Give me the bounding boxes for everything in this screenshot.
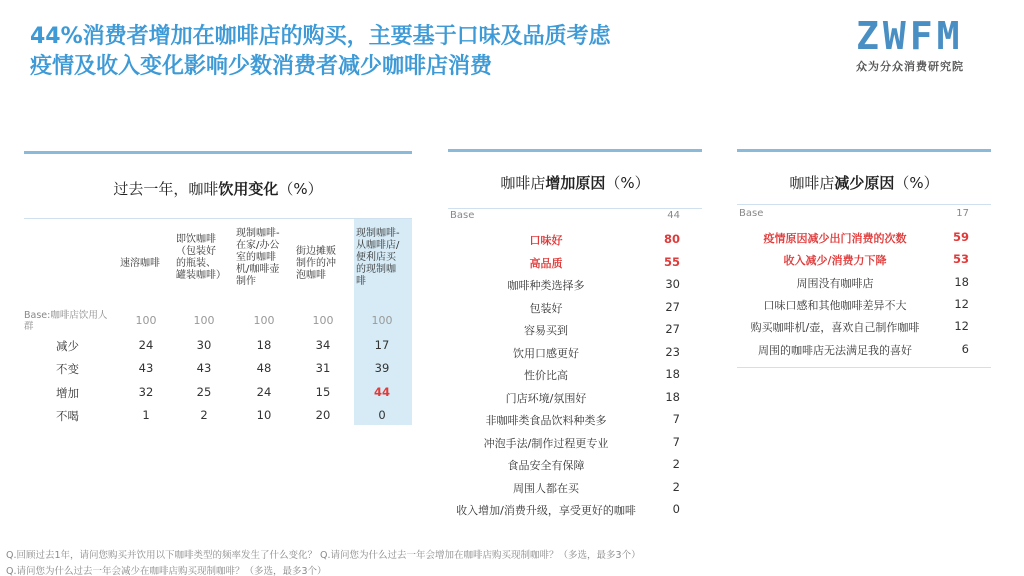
base-label: Base:咖啡店饮用人群 — [24, 310, 108, 332]
logo-wordmark: ZWFM — [856, 14, 964, 58]
headline-line-1: 44%消费者增加在咖啡店的购买，主要基于口味及品质考虑 — [30, 24, 611, 49]
page-headline — [30, 22, 810, 82]
table-cell: 1 — [142, 408, 150, 422]
base-value-cell: 100 — [371, 314, 393, 327]
reason-label: 疫情原因减少出门消费的次数 — [763, 232, 907, 245]
reason-value: 0 — [672, 502, 680, 516]
reason-value: 80 — [663, 232, 680, 246]
footnote-line-2: Q.请问您为什么过去一年会减少在咖啡店购买现制咖啡？（多选，最多3个） — [6, 566, 327, 576]
reason-value: 18 — [665, 367, 680, 381]
table-cell: 15 — [315, 385, 331, 399]
table-cell: 18 — [256, 338, 272, 352]
table-cell: 44 — [373, 385, 390, 399]
reason-value: 12 — [954, 296, 969, 311]
increase-reasons-title: 咖啡店增加原因（%） — [500, 174, 650, 192]
headline-line-2: 疫情及收入变化影响少数消费者减少咖啡店消费 — [30, 54, 493, 79]
column-header: 速溶咖啡 — [120, 258, 160, 269]
decrease-header-rule — [737, 204, 991, 205]
reason-value: 12 — [954, 319, 969, 334]
decrease-base-value: 17 — [956, 208, 969, 219]
reason-label: 性价比高 — [524, 369, 568, 382]
row-label: 减少 — [56, 339, 79, 353]
left-panel-divider — [24, 151, 412, 154]
table-cell: 31 — [315, 361, 331, 375]
column-header: 现制咖啡- 从咖啡店/ 便利店买 的现制咖 啡 — [356, 228, 400, 287]
decrease-reasons-title: 咖啡店减少原因（%） — [789, 174, 939, 192]
right-panel-divider — [737, 149, 991, 152]
increase-base-value: 44 — [667, 210, 680, 221]
brand-logo — [856, 16, 1016, 74]
increase-base-label: Base — [450, 210, 475, 221]
table-cell: 25 — [196, 385, 212, 399]
table-cell: 48 — [256, 361, 272, 375]
table-cell: 17 — [374, 338, 390, 352]
table-cell: 30 — [196, 338, 212, 352]
reason-label: 周围的咖啡店无法满足我的喜好 — [758, 343, 912, 357]
reason-value: 27 — [665, 322, 680, 336]
reason-value: 7 — [672, 412, 680, 426]
reason-label: 收入减少/消费力下降 — [783, 254, 887, 268]
table-cell: 24 — [138, 338, 154, 352]
reason-value: 59 — [952, 230, 969, 244]
reason-value: 18 — [665, 389, 680, 404]
reason-label: 食品安全有保障 — [507, 459, 585, 472]
row-label: 不变 — [56, 362, 79, 376]
reason-value: 27 — [665, 299, 680, 314]
table-cell: 39 — [374, 361, 390, 375]
table-cell: 2 — [200, 408, 208, 422]
reason-label: 门店环境/氛围好 — [505, 391, 587, 405]
reason-label: 冲泡手法/制作过程更专业 — [483, 436, 609, 450]
table-cell: 24 — [256, 385, 272, 399]
row-label: 不喝 — [56, 409, 79, 423]
base-value-cell: 100 — [312, 314, 334, 327]
base-value-cell: 100 — [135, 314, 157, 327]
column-header: 现制咖啡- 在家/办公 室的咖啡 机/咖啡壶 制作 — [236, 228, 280, 287]
logo-subtitle: 众为分众消费研究院 — [856, 60, 964, 73]
reason-value: 18 — [954, 274, 969, 289]
table-cell: 20 — [315, 408, 331, 422]
table-cell: 43 — [138, 361, 154, 375]
reason-label: 容易买到 — [524, 324, 568, 337]
reason-label: 购买咖啡机/壶，喜欢自己制作咖啡 — [750, 321, 920, 335]
reason-value: 30 — [665, 277, 680, 291]
reason-value: 23 — [665, 344, 680, 359]
reason-label: 包装好 — [529, 301, 563, 315]
table-cell: 32 — [138, 385, 154, 399]
reason-label: 口味口感和其他咖啡差异不大 — [763, 298, 907, 312]
base-value-cell: 100 — [253, 314, 275, 327]
column-header: 街边摊贩 制作的冲 泡咖啡 — [296, 246, 336, 281]
reason-label: 周围没有咖啡店 — [796, 276, 874, 290]
reason-label: 咖啡种类选择多 — [507, 279, 585, 292]
reason-value: 2 — [672, 479, 680, 494]
reason-label: 高品质 — [529, 256, 563, 270]
table-cell: 0 — [378, 408, 386, 422]
reason-label: 口味好 — [529, 234, 563, 247]
reason-value: 6 — [961, 341, 969, 356]
table-cell: 43 — [196, 361, 212, 375]
reason-label: 周围人都在买 — [513, 481, 579, 495]
table-cell: 10 — [256, 408, 272, 422]
table-cell: 34 — [315, 338, 331, 352]
reason-value: 55 — [663, 254, 680, 269]
decrease-base-label: Base — [739, 208, 764, 219]
row-label: 增加 — [56, 386, 79, 400]
reason-value: 7 — [672, 434, 680, 449]
reason-label: 收入增加/消费升级，享受更好的咖啡 — [456, 504, 636, 517]
increase-header-rule — [448, 208, 702, 209]
reason-value: 2 — [672, 457, 680, 471]
reason-label: 饮用口感更好 — [513, 346, 579, 360]
drinking-change-title: 过去一年，咖啡饮用变化（%） — [113, 180, 323, 198]
base-value-cell: 100 — [193, 314, 215, 327]
middle-panel-divider — [448, 149, 702, 152]
column-header: 即饮咖啡 （包装好 的瓶装、 罐装咖啡） — [176, 234, 226, 281]
footnote-line-1: Q.回顾过去1年，请问您购买并饮用以下咖啡类型的频率发生了什么变化？ Q.请问您为什么过去一年会增加在咖啡店购买现制咖啡？（多选，最多3个） — [6, 550, 641, 561]
reason-label: 非咖啡类食品饮料种类多 — [485, 414, 607, 427]
reason-value: 53 — [952, 252, 969, 267]
